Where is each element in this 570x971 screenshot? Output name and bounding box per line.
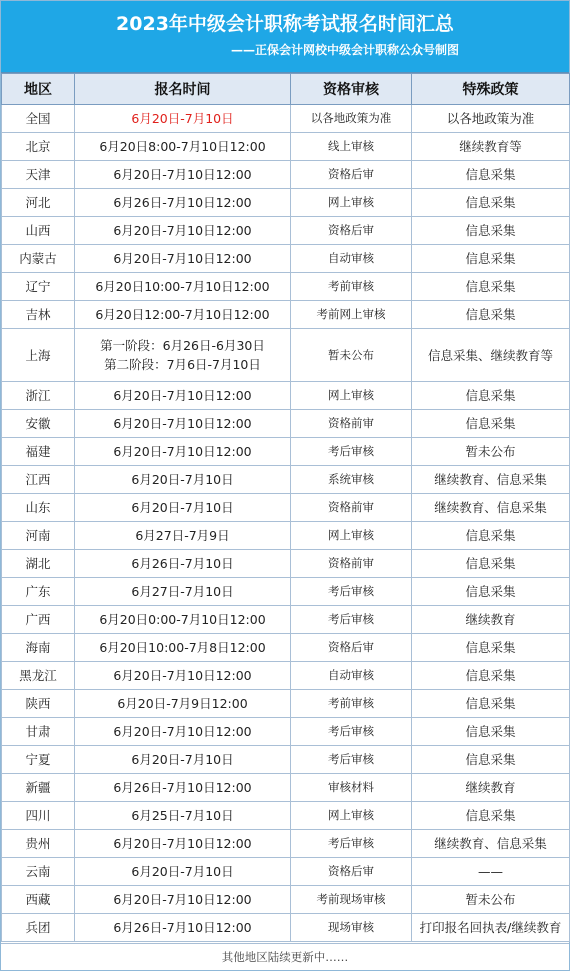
cell-policy: 继续教育 — [412, 606, 570, 634]
cell-policy: 信息采集 — [412, 578, 570, 606]
cell-region: 陕西 — [2, 690, 75, 718]
column-header-review: 资格审核 — [291, 74, 412, 105]
cell-region: 全国 — [2, 105, 75, 133]
table-row — [2, 273, 570, 301]
cell-policy: 信息采集 — [412, 161, 570, 189]
cell-review: 考后审核 — [291, 606, 412, 634]
cell-review: 网上审核 — [291, 382, 412, 410]
cell-time: 6月26日-7月10日12:00 — [75, 774, 291, 802]
cell-policy: 继续教育、信息采集 — [412, 494, 570, 522]
cell-region: 宁夏 — [2, 746, 75, 774]
cell-time: 6月20日-7月10日 — [75, 466, 291, 494]
cell-policy: 信息采集 — [412, 746, 570, 774]
cell-region: 河北 — [2, 189, 75, 217]
cell-time-line: 第一阶段：6月26日-6月30日 — [100, 338, 265, 353]
table-row — [2, 522, 570, 550]
page-title: 2023年中级会计职称考试报名时间汇总 — [116, 13, 454, 35]
cell-policy: 以各地政策为准 — [412, 105, 570, 133]
cell-policy: 信息采集 — [412, 690, 570, 718]
table-row — [2, 438, 570, 466]
cell-time: 6月20日-7月10日12:00 — [75, 217, 291, 245]
table-row — [2, 329, 570, 382]
cell-review: 以各地政策为准 — [291, 105, 412, 133]
cell-time: 6月27日-7月9日 — [75, 522, 291, 550]
cell-region: 黑龙江 — [2, 662, 75, 690]
cell-region: 北京 — [2, 133, 75, 161]
table-row — [2, 133, 570, 161]
cell-policy: —— — [412, 858, 570, 886]
table-row — [2, 802, 570, 830]
cell-region: 新疆 — [2, 774, 75, 802]
table-row — [2, 886, 570, 914]
table-row — [2, 382, 570, 410]
cell-policy: 继续教育、信息采集 — [412, 466, 570, 494]
cell-time: 6月20日-7月10日12:00 — [75, 830, 291, 858]
cell-time: 6月20日-7月10日12:00 — [75, 718, 291, 746]
table-row — [2, 830, 570, 858]
cell-time: 6月20日-7月10日12:00 — [75, 382, 291, 410]
cell-policy: 打印报名回执表/继续教育 — [412, 914, 570, 942]
cell-time: 6月20日10:00-7月10日12:00 — [75, 273, 291, 301]
cell-region: 山西 — [2, 217, 75, 245]
cell-policy: 信息采集 — [412, 550, 570, 578]
cell-region: 天津 — [2, 161, 75, 189]
cell-policy: 继续教育 — [412, 774, 570, 802]
cell-time: 6月20日10:00-7月8日12:00 — [75, 634, 291, 662]
cell-review: 资格前审 — [291, 410, 412, 438]
cell-region: 甘肃 — [2, 718, 75, 746]
table-row — [2, 410, 570, 438]
cell-policy: 信息采集 — [412, 245, 570, 273]
schedule-table — [1, 73, 570, 942]
table-row — [2, 189, 570, 217]
table-body — [2, 105, 570, 942]
cell-region: 云南 — [2, 858, 75, 886]
cell-policy: 信息采集 — [412, 802, 570, 830]
cell-time: 6月20日-7月10日 — [75, 858, 291, 886]
cell-region: 贵州 — [2, 830, 75, 858]
cell-policy: 暂未公布 — [412, 438, 570, 466]
cell-policy: 信息采集 — [412, 273, 570, 301]
footer-note: 其他地区陆续更新中…… — [1, 943, 569, 970]
cell-review: 网上审核 — [291, 802, 412, 830]
cell-time: 6月20日-7月10日 — [75, 105, 291, 133]
column-header-region: 地区 — [2, 74, 75, 105]
table-row — [2, 217, 570, 245]
cell-time: 6月26日-7月10日12:00 — [75, 914, 291, 942]
cell-policy: 信息采集 — [412, 189, 570, 217]
table-row — [2, 662, 570, 690]
table-row — [2, 105, 570, 133]
table-row — [2, 578, 570, 606]
cell-region: 山东 — [2, 494, 75, 522]
cell-review: 网上审核 — [291, 522, 412, 550]
cell-review: 考后审核 — [291, 578, 412, 606]
cell-region: 江西 — [2, 466, 75, 494]
cell-region: 辽宁 — [2, 273, 75, 301]
cell-time: 6月20日-7月9日12:00 — [75, 690, 291, 718]
cell-time: 6月26日-7月10日 — [75, 550, 291, 578]
cell-time: 6月20日-7月10日12:00 — [75, 161, 291, 189]
cell-review: 资格前审 — [291, 550, 412, 578]
cell-review: 考后审核 — [291, 746, 412, 774]
cell-time: 6月20日-7月10日12:00 — [75, 886, 291, 914]
cell-policy: 信息采集 — [412, 718, 570, 746]
cell-review: 考前审核 — [291, 690, 412, 718]
cell-region: 西藏 — [2, 886, 75, 914]
table-row — [2, 774, 570, 802]
cell-review: 考前网上审核 — [291, 301, 412, 329]
cell-review: 自动审核 — [291, 662, 412, 690]
column-header-policy: 特殊政策 — [412, 74, 570, 105]
cell-time: 6月20日12:00-7月10日12:00 — [75, 301, 291, 329]
table-row — [2, 161, 570, 189]
header-banner — [1, 1, 569, 73]
cell-region: 安徽 — [2, 410, 75, 438]
cell-review: 资格前审 — [291, 494, 412, 522]
cell-region: 吉林 — [2, 301, 75, 329]
cell-region: 四川 — [2, 802, 75, 830]
cell-review: 考后审核 — [291, 718, 412, 746]
table-row — [2, 494, 570, 522]
page-subtitle: ——正保会计网校中级会计职称公众号制图 — [230, 43, 459, 57]
cell-region: 上海 — [2, 329, 75, 382]
cell-policy: 信息采集 — [412, 382, 570, 410]
table-row — [2, 301, 570, 329]
table-row — [2, 550, 570, 578]
cell-review: 暂未公布 — [291, 329, 412, 382]
cell-review: 线上审核 — [291, 133, 412, 161]
cell-policy: 信息采集、继续教育等 — [412, 329, 570, 382]
cell-time: 6月20日-7月10日 — [75, 494, 291, 522]
cell-region: 兵团 — [2, 914, 75, 942]
cell-policy: 信息采集 — [412, 217, 570, 245]
cell-policy: 信息采集 — [412, 634, 570, 662]
cell-policy: 继续教育等 — [412, 133, 570, 161]
table-row — [2, 746, 570, 774]
cell-time: 6月20日0:00-7月10日12:00 — [75, 606, 291, 634]
cell-region: 浙江 — [2, 382, 75, 410]
cell-review: 考后审核 — [291, 438, 412, 466]
cell-time: 6月20日8:00-7月10日12:00 — [75, 133, 291, 161]
cell-policy: 信息采集 — [412, 410, 570, 438]
cell-policy: 信息采集 — [412, 522, 570, 550]
cell-region: 河南 — [2, 522, 75, 550]
cell-review: 考前审核 — [291, 273, 412, 301]
cell-time: 6月25日-7月10日 — [75, 802, 291, 830]
cell-time: 6月20日-7月10日12:00 — [75, 245, 291, 273]
cell-review: 考后审核 — [291, 830, 412, 858]
cell-review: 考前现场审核 — [291, 886, 412, 914]
table-row — [2, 858, 570, 886]
table-row — [2, 718, 570, 746]
cell-policy: 信息采集 — [412, 662, 570, 690]
cell-review: 资格后审 — [291, 634, 412, 662]
cell-review: 资格后审 — [291, 217, 412, 245]
table-row — [2, 245, 570, 273]
cell-time: 6月20日-7月10日 — [75, 746, 291, 774]
cell-review: 系统审核 — [291, 466, 412, 494]
cell-policy: 继续教育、信息采集 — [412, 830, 570, 858]
cell-time-line: 第二阶段：7月6日-7月10日 — [104, 357, 261, 372]
cell-region: 海南 — [2, 634, 75, 662]
table-row — [2, 914, 570, 942]
cell-time — [75, 329, 291, 382]
cell-region: 福建 — [2, 438, 75, 466]
cell-time: 6月27日-7月10日 — [75, 578, 291, 606]
table-row — [2, 606, 570, 634]
column-header-time: 报名时间 — [75, 74, 291, 105]
cell-region: 内蒙古 — [2, 245, 75, 273]
table-row — [2, 690, 570, 718]
cell-review: 资格后审 — [291, 161, 412, 189]
cell-review: 网上审核 — [291, 189, 412, 217]
cell-time: 6月20日-7月10日12:00 — [75, 662, 291, 690]
cell-time: 6月20日-7月10日12:00 — [75, 438, 291, 466]
cell-policy: 信息采集 — [412, 301, 570, 329]
cell-region: 广东 — [2, 578, 75, 606]
table-row — [2, 466, 570, 494]
cell-review: 资格后审 — [291, 858, 412, 886]
cell-time: 6月20日-7月10日12:00 — [75, 410, 291, 438]
cell-region: 广西 — [2, 606, 75, 634]
cell-review: 审核材料 — [291, 774, 412, 802]
cell-review: 现场审核 — [291, 914, 412, 942]
cell-policy: 暂未公布 — [412, 886, 570, 914]
table-row — [2, 634, 570, 662]
cell-region: 湖北 — [2, 550, 75, 578]
table-header-row — [2, 74, 570, 105]
cell-time: 6月26日-7月10日12:00 — [75, 189, 291, 217]
cell-review: 自动审核 — [291, 245, 412, 273]
